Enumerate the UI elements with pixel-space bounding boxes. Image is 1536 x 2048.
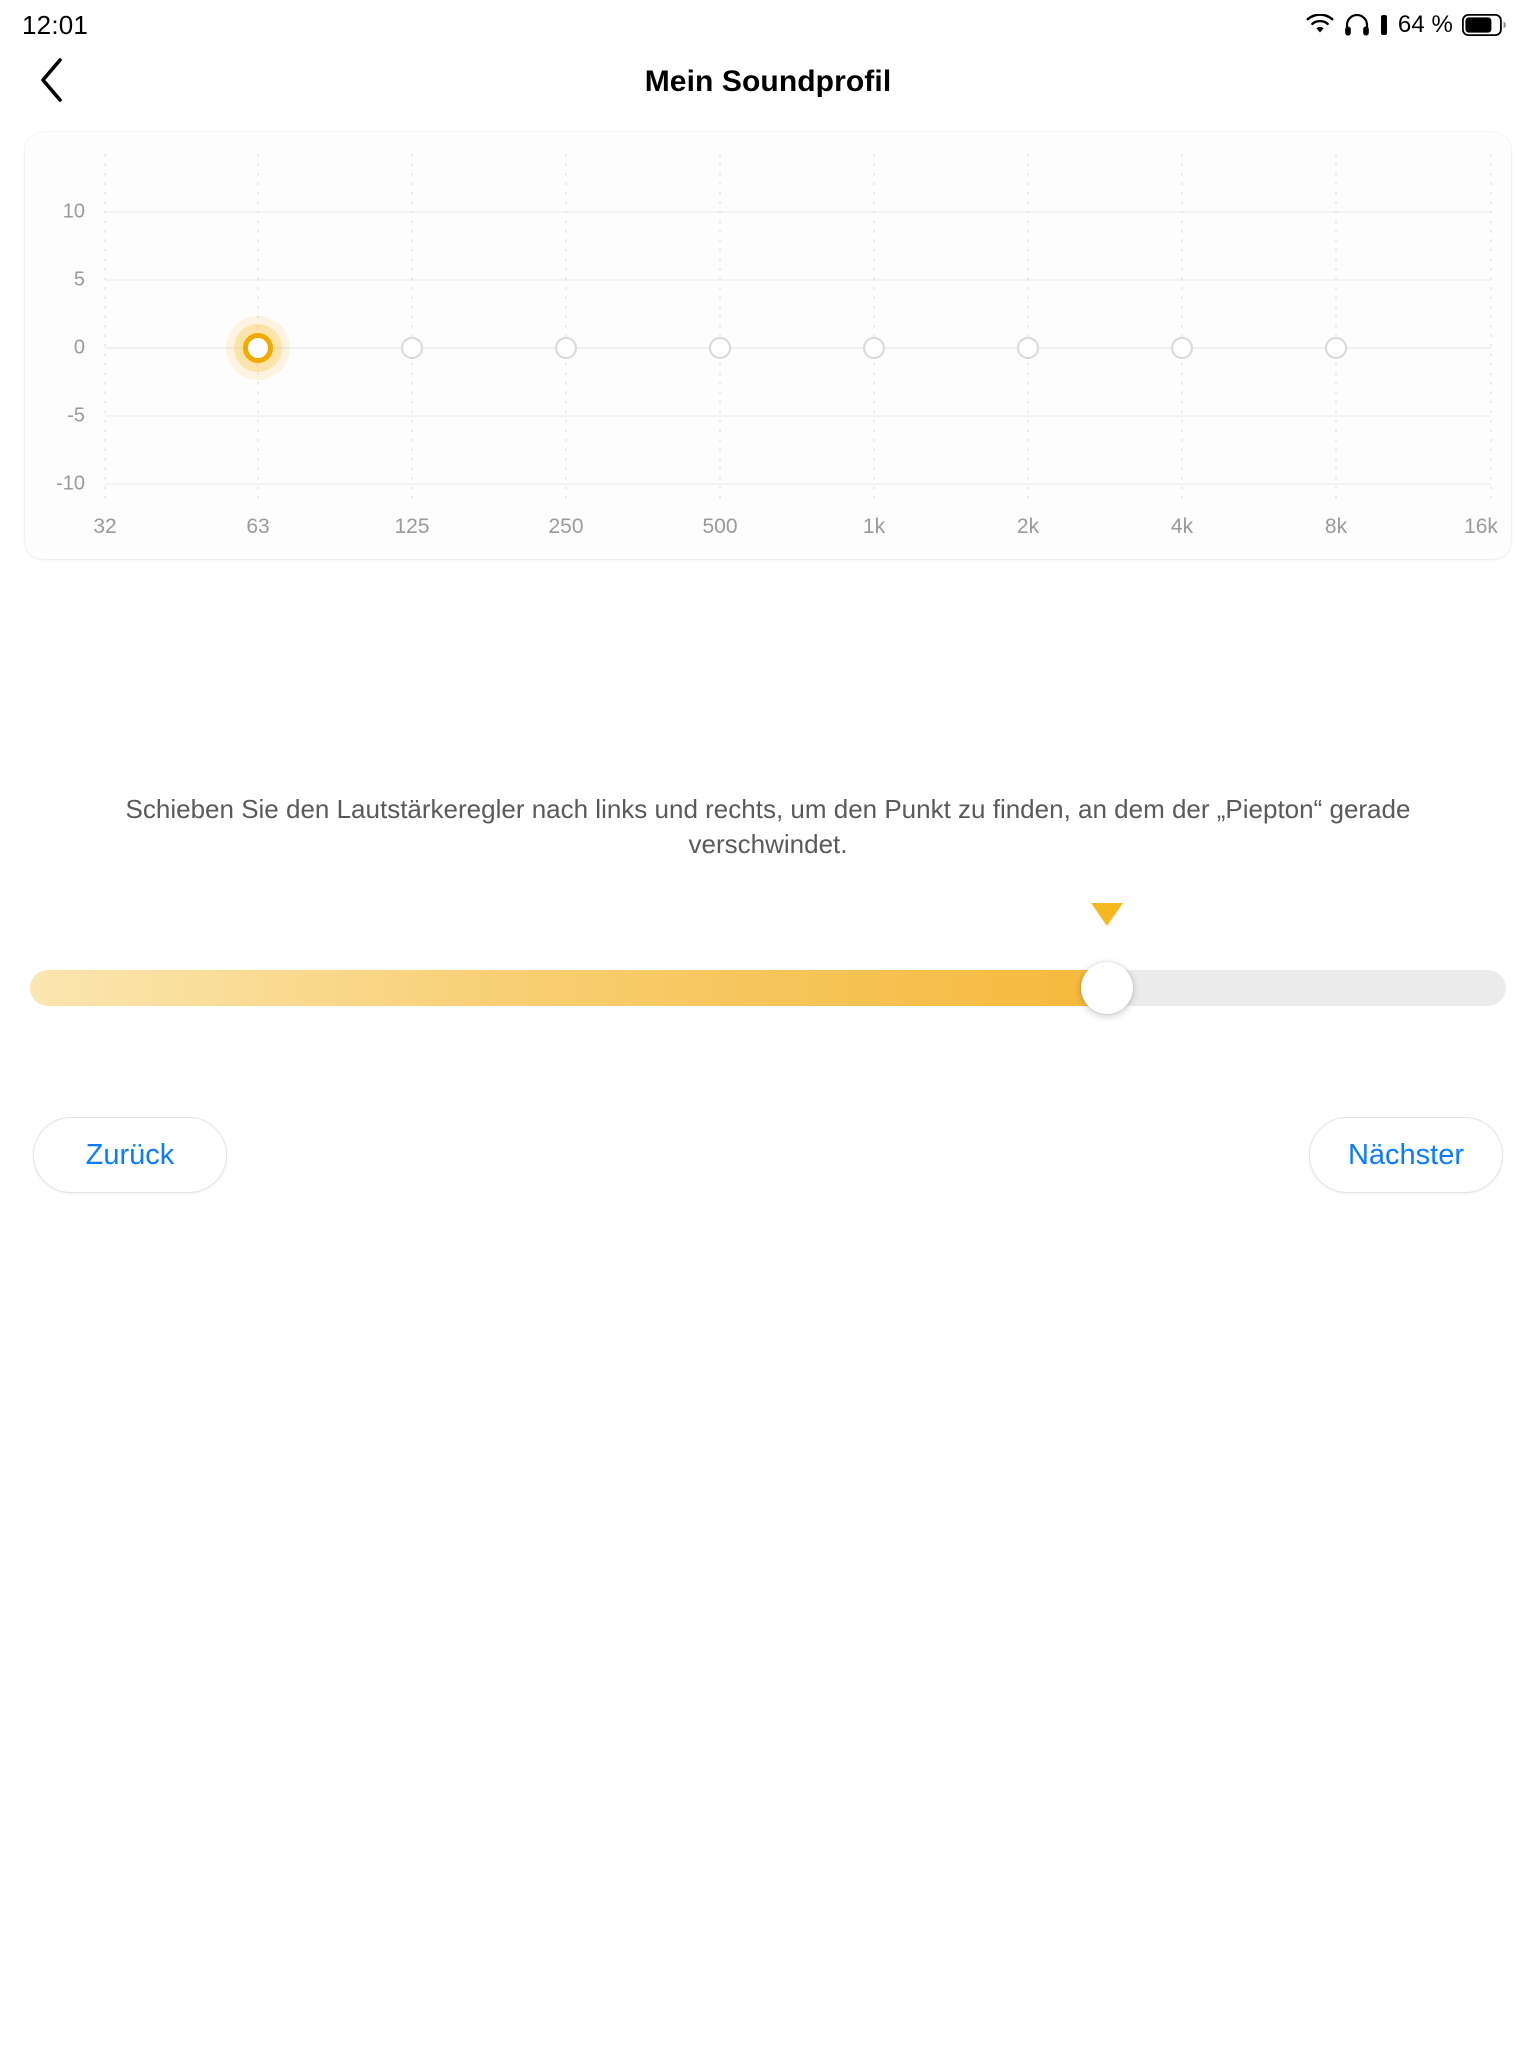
y-tick-label: -5 (67, 404, 85, 427)
battery-bar-icon (1379, 14, 1389, 36)
wifi-icon (1305, 14, 1335, 36)
instructions-text: Schieben Sie den Lautstärkeregler nach links und rechts, um den Punkt zu finden, an dem der „Piepton“ gerade verschwindet. (125, 794, 1411, 860)
triangle-down-marker-icon (1089, 900, 1125, 928)
slider-thumb[interactable] (1081, 962, 1133, 1014)
chevron-left-icon (38, 57, 66, 108)
eq-point-4k[interactable] (1171, 337, 1193, 359)
eq-point-2k[interactable] (1017, 337, 1039, 359)
x-tick-label: 1k (862, 515, 886, 538)
equalizer-chart-card (25, 132, 1511, 559)
x-tick-label: 63 (246, 515, 270, 538)
headphones-icon (1344, 13, 1370, 37)
battery-icon (1462, 14, 1506, 36)
back-button[interactable] (22, 52, 82, 112)
y-tick-label: 0 (73, 336, 85, 359)
x-tick-label: 16k (1464, 515, 1498, 538)
back-button-label: Zurück (85, 1138, 175, 1171)
eq-point-250[interactable] (555, 337, 577, 359)
y-tick-label: 5 (73, 268, 85, 291)
slider-fill (30, 970, 1107, 1006)
page-title: Mein Soundprofil (644, 65, 892, 98)
x-tick-label: 125 (394, 515, 430, 538)
y-tick-label: 10 (62, 200, 85, 223)
y-tick-label: -10 (56, 472, 85, 495)
volume-slider[interactable] (0, 900, 1536, 1040)
eq-point-500[interactable] (709, 337, 731, 359)
eq-point-63[interactable] (243, 333, 273, 363)
status-bar (0, 0, 1536, 46)
status-time: 12:01 (22, 10, 89, 40)
eq-point-125[interactable] (401, 337, 423, 359)
back-button-bottom[interactable] (33, 1117, 227, 1193)
slider-track[interactable] (30, 970, 1506, 1006)
equalizer-chart[interactable] (25, 132, 1511, 559)
x-tick-label: 500 (702, 515, 738, 538)
next-button[interactable] (1309, 1117, 1503, 1193)
eq-point-1k[interactable] (863, 337, 885, 359)
x-tick-label: 2k (1016, 515, 1040, 538)
status-indicators (1305, 8, 1506, 39)
x-tick-label: 8k (1324, 515, 1348, 538)
nav-bar (0, 46, 1536, 118)
eq-point-8k[interactable] (1325, 337, 1347, 359)
x-tick-label: 4k (1170, 515, 1194, 538)
battery-percent-label: 64 % (1397, 10, 1453, 38)
x-tick-label: 32 (93, 515, 117, 538)
x-tick-label: 250 (548, 515, 584, 538)
next-button-label: Nächster (1347, 1138, 1465, 1171)
